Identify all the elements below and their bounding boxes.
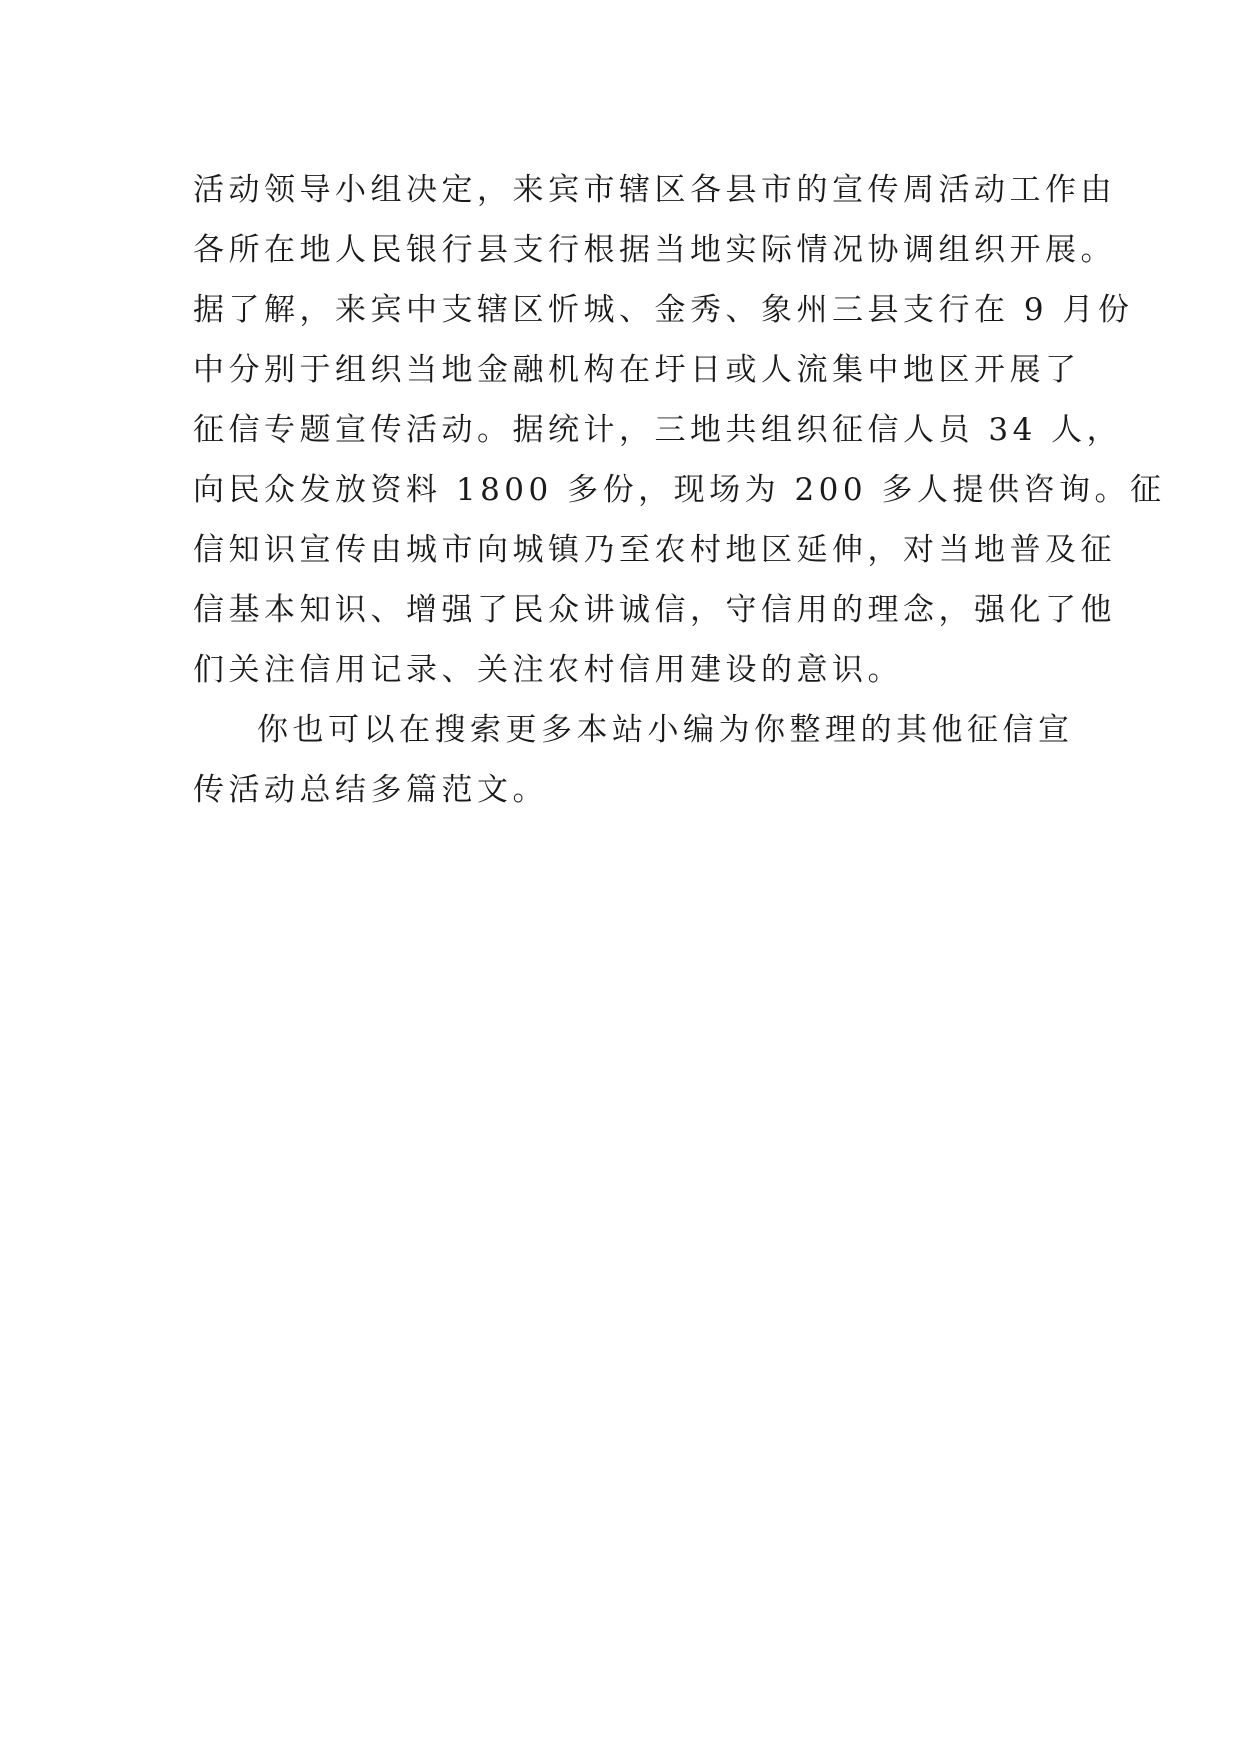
text-line: 你也可以在搜索更多本站小编为你整理的其他征信宣 <box>257 712 1074 748</box>
text-line: 传活动总结多篇范文。 <box>193 772 548 808</box>
text-line: 信基本知识、增强了民众讲诚信，守信用的理念，强化了他 <box>193 592 1116 628</box>
text-line: 征信专题宣传活动。据统计，三地共组织征信人员 34 人， <box>193 412 1123 448</box>
paragraph-2 <box>193 700 1073 820</box>
text-line: 据了解，来宾中支辖区忻城、金秀、象州三县支行在 9 月份 <box>193 292 1134 328</box>
text-line: 向民众发放资料 1800 多份，现场为 200 多人提供咨询。征 <box>193 472 1166 508</box>
text-line: 活动领导小组决定，来宾市辖区各县市的宣传周活动工作由 <box>193 172 1116 208</box>
document-body <box>193 160 1166 820</box>
text-line: 信知识宣传由城市向城镇乃至农村地区延伸，对当地普及征 <box>193 532 1116 568</box>
text-line: 中分别于组织当地金融机构在圩日或人流集中地区开展了 <box>193 352 1081 388</box>
paragraph-1 <box>193 160 1166 700</box>
text-line: 各所在地人民银行县支行根据当地实际情况协调组织开展。 <box>193 232 1116 268</box>
text-line: 们关注信用记录、关注农村信用建设的意识。 <box>193 652 903 688</box>
